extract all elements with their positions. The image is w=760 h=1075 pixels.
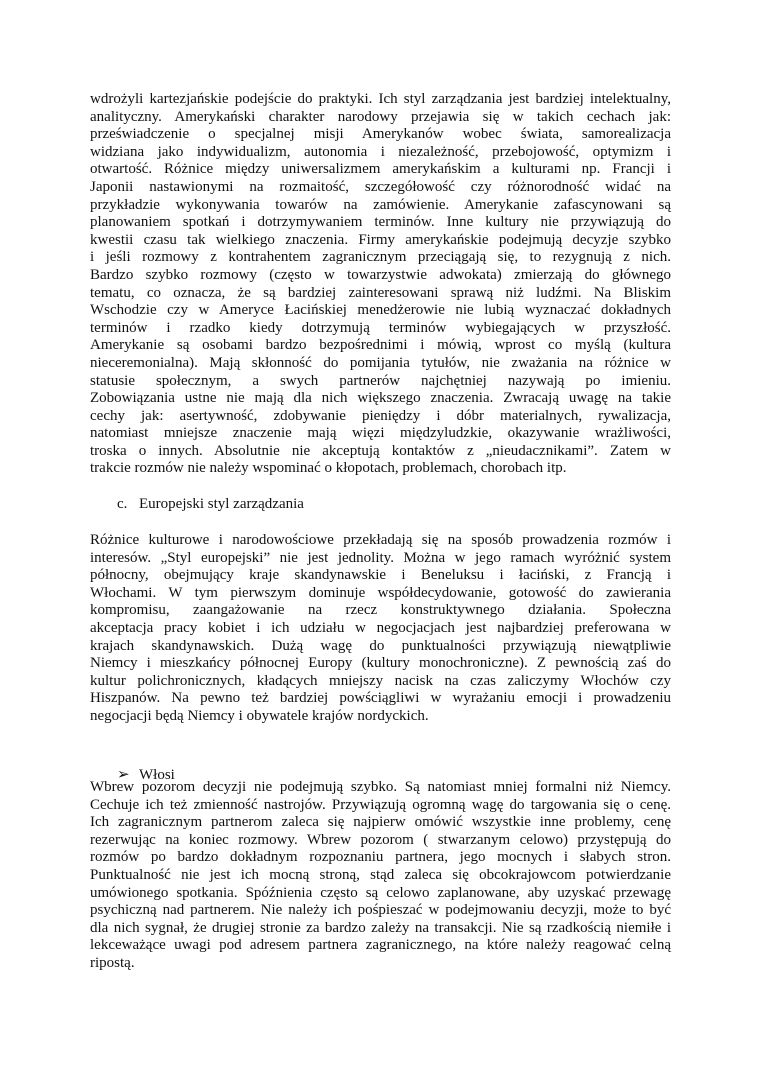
text-line: rezerwując na koniec rozmowy. Wbrew pozorom ( stwarzanym celowo) przystępują do [90,831,671,848]
text-line: otwartość. Różnice między uniwersalizmem amerykańskim a kulturami np. Francji i [90,161,671,178]
arrow-bullet-icon: ➢ [117,767,130,783]
list-marker: c. [117,496,128,512]
text-line: statusie społecznym, a swych partnerów najchętniej nazywają po imieniu. [90,372,671,389]
text-line: kwestii czasu tak wielkiego znaczenia. Firmy amerykańskie podejmują decyzje szybko [90,231,671,248]
text-line: psychiczną nad partnerem. Nie należy ich pośpieszać w podejmowaniu decyzji, może to być [90,902,671,919]
text-line: i jeśli rozmowy z kontrahentem zagranicznym przeciągają się, to rezygnują z nich. [90,249,671,266]
text-line: wdrożyli kartezjańskie podejście do praktyki. Ich styl zarządzania jest bardziej intelektualny, [90,91,671,107]
text-line: tematu, co oznacza, że są bardziej zainteresowani sprawą niż ludźmi. Na Bliskim [90,284,671,301]
subheading-text: Włosi [139,767,175,783]
text-line: Cechuje ich też zmienność nastrojów. Przywiązują ogromną wagę do targowania się o cenę. [90,796,671,813]
text-line: Ich zagranicznym partnerom zaleca się najpierw omówić wszystkie inne problemy, cenę [90,814,671,831]
text-line: kultur polichronicznych, kładących mniejszy nacisk na czas zaliczymy Włochów czy [90,672,671,689]
text-line: trakcie rozmów nie należy wspominać o kłopotach, problemach, chorobach itp. [90,460,567,477]
text-line: Bardzo szybko rozmowy (często w towarzystwie adwokata) zmierzają do głównego [90,266,671,283]
text-line: Różnice kulturowe i narodowościowe przekładają się na sposób prowadzenia rozmów i [90,532,671,548]
text-line: cechy jak: asertywność, zdobywanie pieniędzy i dóbr materialnych, rywalizacja, [90,407,671,424]
text-line: planowaniem spotkań i dotrzymywaniem terminów. Inne kultury nie przywiązują do [90,214,671,231]
section-heading-european-style [117,495,304,513]
text-line: Włochami. W tym pierwszym dominuje współdecydowanie, gotowość do zawierania [90,584,671,601]
section-heading-text: Europejski styl zarządzania [139,496,304,512]
text-line: Hiszpanów. Na pewno też bardziej powściągliwi w wyrażaniu emocji i prowadzeniu [90,690,671,707]
paragraph-italians [90,779,671,973]
text-line: kompromisu, zaangażowanie na rzecz konstruktywnego działania. Społeczna [90,602,671,619]
text-line: widziana jako indywidualizm, autonomia i niezależność, przebojowość, optymizm i [90,143,671,160]
text-line: Amerykanie są osobami bardzo bezpośrednimi i mówią, wprost co myślą (kultura [90,337,671,354]
text-line: ripostą. [90,954,135,971]
text-line: krajach skandynawskich. Dużą wagę do punktualności przywiązują niewątpliwie [90,637,671,654]
text-line: natomiast mniejsze znaczenie mają więzi międzyludzkie, okazywanie wrażliwości, [90,425,671,442]
paragraph-european-style [90,532,671,726]
text-line: Wbrew pozorom decyzji nie podejmują szybko. Są natomiast mniej formalni niż Niemcy. [90,779,671,795]
text-line: przykładzie wykonywania towarów na zamówienie. Amerykanie zafascynowani są [90,196,671,213]
text-line: północny, obejmujący kraje skandynawskie i Beneluksu i łaciński, z Francją i [90,567,671,584]
text-line: troska o innych. Absolutnie nie akceptują kontaktów z „nieudacznikami”. Zatem w [90,442,671,459]
text-line: Zobowiązania ustne nie mają dla nich większego znaczenia. Zwracają uwagę na takie [90,390,671,407]
paragraph-american-style [90,91,671,478]
text-line: Japonii nastawionymi na rozmaitość, szczegółowość czy różnorodność widać na [90,178,671,195]
text-line: dla nich sygnał, że drugiej stronie za bardzo zależy na transakcji. Nie są rzadkością niemiłe i [90,919,671,936]
text-line: przeświadczenie o specjalnej misji Amerykanów wobec świata, samorealizacja [90,126,671,143]
text-line: rozmów po bardzo dokładnym rozpoznaniu partnera, jego mocnych i słabych stron. [90,849,671,866]
text-line: umówionego spotkania. Spóźnienia często są celowo zaplanowane, aby uzyskać przewagę [90,884,671,901]
text-line: nieceremonialna). Mają skłonność do pomijania tytułów, nie zważania na różnice w [90,354,671,371]
text-line: akceptacja pracy kobiet i ich udziału w negocjacjach jest najbardziej preferowana w [90,619,671,636]
text-line: negocjacji będą Niemcy i obywatele krajów nordyckich. [90,707,429,724]
text-line: interesów. „Styl europejski” nie jest jednolity. Można w jego ramach wyróżnić system [90,549,671,566]
text-line: Wschodzie czy w Ameryce Łacińskiej menedżerowie nie lubią wyznaczać dokładnych [90,302,671,319]
text-line: terminów i rzadko kiedy dotrzymują terminów wybiegających w przyszłość. [90,319,671,336]
text-line: analityczny. Amerykański charakter narodowy przejawia się w takich cechach jak: [90,108,671,125]
text-line: lekceważące uwagi pod adresem partnera zagranicznego, na które należy reagować celną [90,937,671,954]
text-line: Punktualność nie jest ich mocną stroną, stąd zaleca się obcokrajowcom potwierdzanie [90,866,671,883]
text-line: Niemcy i mieszkańcy północnej Europy (kultury monochroniczne). Z pewnością zaś do [90,655,671,672]
